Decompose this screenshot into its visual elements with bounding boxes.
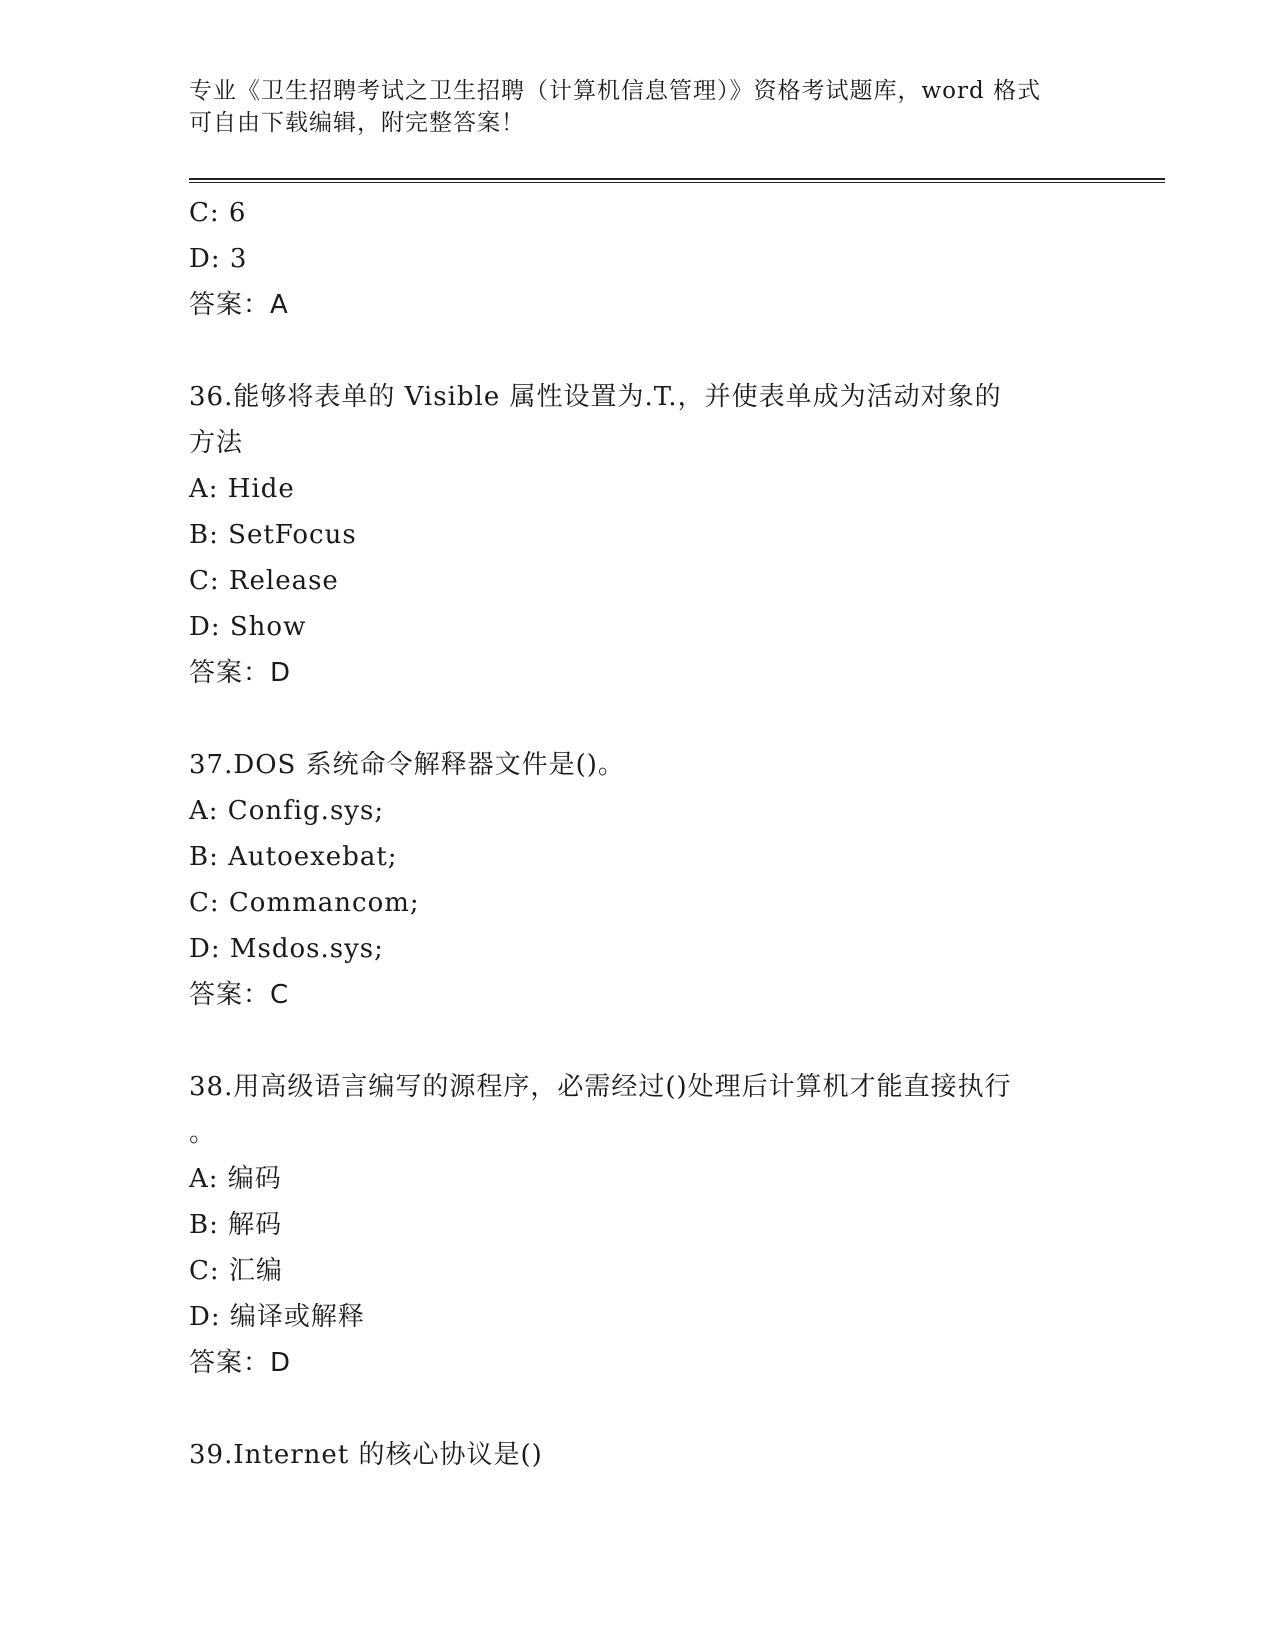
question-stem: 38.用高级语言编写的源程序，必需经过()处理后计算机才能直接执行: [189, 1072, 1012, 1102]
option-a: A: 编码: [189, 1164, 282, 1194]
option-b: B: Autoexebat;: [189, 842, 398, 872]
question-37: [189, 742, 1089, 1018]
question-stem-cont: 方法: [189, 428, 244, 458]
option-c: C: 汇编: [189, 1256, 283, 1286]
answer: 答案：D: [189, 1348, 292, 1378]
option-c: C: Release: [189, 566, 339, 596]
option-a: A: Hide: [189, 474, 295, 504]
question-stem: 37.DOS 系统命令解释器文件是()。: [189, 750, 625, 780]
option-c: C: Commancom;: [189, 888, 420, 918]
prev-question: [189, 190, 1089, 328]
question-stem-cont: 。: [189, 1118, 217, 1148]
option-d: D: 3: [189, 244, 248, 274]
answer: 答案：D: [189, 658, 292, 688]
header-divider: [189, 178, 1165, 183]
option-b: B: SetFocus: [189, 520, 357, 550]
option-d: D: 编译或解释: [189, 1302, 365, 1332]
question-stem: 36.能够将表单的 Visible 属性设置为.T.，并使表单成为活动对象的: [189, 382, 1002, 412]
answer: 答案：A: [189, 290, 289, 320]
question-stem: 39.Internet 的核心协议是(): [189, 1440, 543, 1470]
answer: 答案：C: [189, 980, 290, 1010]
question-39: [189, 1432, 1089, 1478]
option-c: C: 6: [189, 198, 247, 228]
header-line-1: 专业《卫生招聘考试之卫生招聘（计算机信息管理）》资格考试题库，word 格式: [189, 78, 1042, 104]
option-b: B: 解码: [189, 1210, 283, 1240]
option-a: A: Config.sys;: [189, 796, 385, 826]
question-38: [189, 1064, 1089, 1386]
option-d: D: Show: [189, 612, 307, 642]
option-d: D: Msdos.sys;: [189, 934, 384, 964]
page-header: [189, 75, 1089, 139]
header-line-2: 可自由下载编辑，附完整答案！: [189, 110, 525, 136]
question-list: [189, 190, 1089, 1478]
question-36: [189, 374, 1089, 696]
